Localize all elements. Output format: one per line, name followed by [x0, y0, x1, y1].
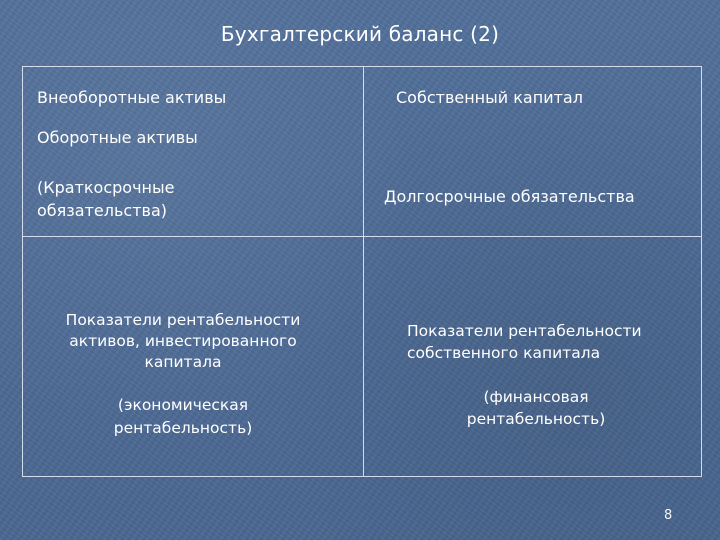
horizontal-divider [23, 236, 701, 237]
vertical-divider [363, 67, 364, 476]
economic-profitability-line1: (экономическая [117, 396, 249, 414]
long-term-liabilities-label: Долгосрочные обязательства [384, 187, 635, 206]
roa-line3: капитала [144, 353, 222, 371]
economic-profitability-line2: рентабельность) [113, 419, 253, 437]
roa-line1: Показатели рентабельности [65, 311, 301, 329]
roe-line1: Показатели рентабельности [407, 322, 642, 340]
roe-line2: собственного капитала [407, 344, 601, 362]
page-number: 8 [664, 508, 673, 523]
balance-grid [22, 66, 702, 477]
financial-profitability-line1: (финансовая [483, 388, 589, 406]
equity-label: Собственный капитал [396, 88, 583, 107]
slide-title: Бухгалтерский баланс (2) [220, 22, 500, 46]
roa-line2: активов, инвестированного [69, 332, 297, 350]
current-assets-label: Оборотные активы [37, 128, 198, 147]
financial-profitability-line2: рентабельность) [466, 410, 606, 428]
non-current-assets-label: Внеоборотные активы [37, 88, 227, 107]
short-term-liabilities-line1: (Краткосрочные [37, 178, 175, 197]
short-term-liabilities-line2: обязательства) [37, 201, 168, 220]
